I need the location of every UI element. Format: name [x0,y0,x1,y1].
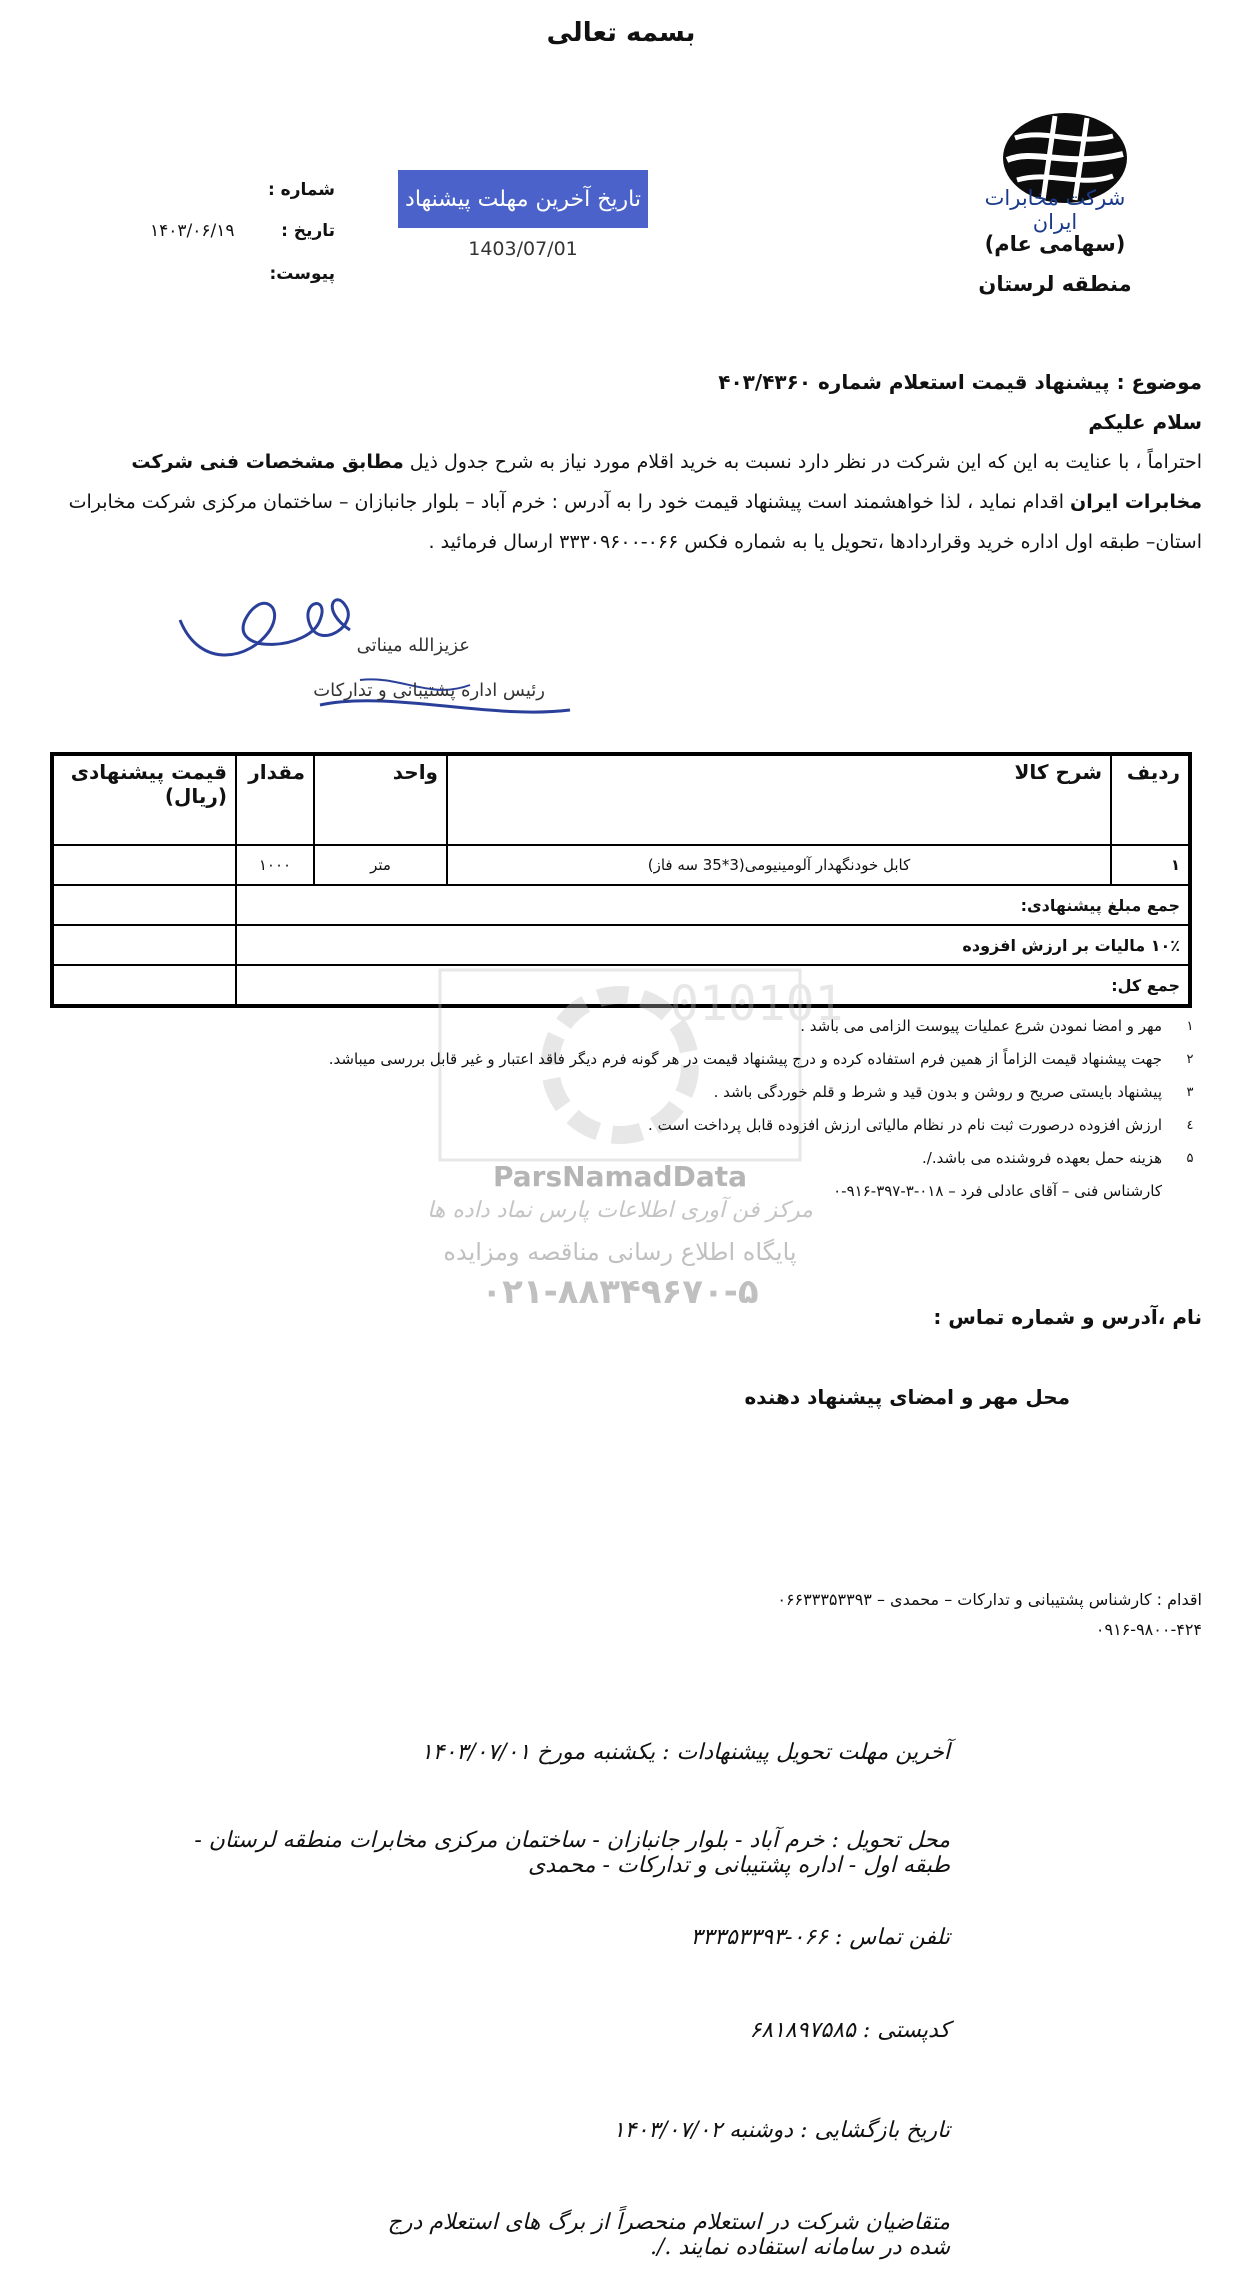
handwritten-opening-date: تاریخ بازگشایی : دوشنبه ۱۴۰۳/۰۷/۰۲ [612,2118,950,2143]
watermark-phone: ۰۲۱-۸۸۳۴۹۶۷۰-۵ [481,1272,759,1312]
letter-number [150,180,335,200]
letter-paragraph-emphasis: مطابق مشخصات فنی شرکت مخابرات ایران [131,451,1202,513]
note-text: هزینه حمل بعهده فروشنده می باشد./. [922,1149,1162,1167]
notes-list [60,1010,1202,1208]
list-item [60,1010,1202,1043]
header-row-number: ردیف [1111,754,1190,845]
summary-label: ۱۰٪ مالیات بر ارزش افزوده [236,925,1190,965]
note-number: ۱ [1186,1019,1194,1034]
note-number: ۵ [1186,1151,1194,1166]
letter-date-label: تاریخ : [281,221,335,241]
letter-date-value: ۱۴۰۳/۰۶/۱۹ [150,221,235,241]
handwritten-postal-code: کدپستی : ۶۸۱۸۹۷۵۸۵ [749,2018,950,2043]
cell-unit: متر [314,845,447,885]
letter-subject: موضوع : پیشنهاد قیمت استعلام شماره ۴۰۳/۴۳۶۰ [718,370,1202,394]
cell-row-number: ۱ [1111,845,1190,885]
watermark-name: ParsNamadData [493,1160,747,1193]
company-region: منطقه لرستان [978,272,1132,296]
letter-paragraph-part1: احتراماً ، با عنایت به این که این شرکت در نظر دارد نسبت به خرید اقلام مورد نیاز به شرح جدول ذیل [403,451,1202,473]
summary-label: جمع مبلغ پیشنهادی: [236,885,1190,925]
summary-value [52,885,236,925]
note-number: ۳ [1186,1085,1194,1100]
handwritten-footer-note: متقاضیان شرکت در استعلام منحصراً از برگ های استعلام درج شده در سامانه استفاده نمایند ./. [387,2210,950,2260]
note-text: ارزش افزوده درصورت ثبت نام در نظام مالیاتی ارزش افزوده قابل پرداخت است . [648,1116,1162,1134]
handwritten-deadline: آخرین مهلت تحویل پیشنهادات : یکشنبه مورخ ۱۴۰۳/۰۷/۰۱ [420,1740,950,1765]
letter-date [150,221,335,241]
letter-number-label: شماره : [267,180,335,200]
action-officer [60,1585,1202,1645]
list-item [60,1142,1202,1175]
watermark-line: مرکز فن آوری اطلاعات پارس نماد داده ها [427,1198,813,1223]
header-unit: واحد [314,754,447,845]
company-share-type: (سهامی عام) [984,232,1126,256]
watermark-line: پایگاه اطلاع رسانی مناقصه ومزایده [443,1238,797,1266]
list-item [60,1175,1202,1208]
summary-value [52,965,236,1006]
cell-price [52,845,236,885]
cell-description: کابل خودنگهدار آلومینیومی(3*35 سه فاز) [447,845,1111,885]
action-phone: ۰۹۱۶-۹۸۰۰-۴۲۴ [1095,1620,1202,1639]
letter-paragraph [60,442,1202,562]
company-name: شرکت مخابرات ایران [984,186,1126,234]
signer-name: عزیزالله میناتی [356,635,470,656]
note-text: مهر و امضا نمودن شرع عملیات پیوست الزامی می باشد . [800,1017,1162,1035]
handwritten-phone: تلفن تماس : ۰۶۶-۳۳۳۵۳۳۹۳ [690,1925,950,1950]
letter-paragraph-part2: اقدام نماید ، لذا خواهشمند است پیشنهاد قیمت خود را به آدرس : خرم آباد – بلوار جانبازان – ساختمان مرکزی شرکت مخابرات استان– طبقه اول اداره خرید وقراردادها ،تحویل یا به شماره فکس ۰۶۶-۳۳۳۰۹۶۰۰ ارسال فرمائید . [68,491,1202,553]
list-item [60,1076,1202,1109]
note-text: کارشناس فنی – آقای عادلی فرد – ۰۱۸-۳-۳۹۷-۹۱۶-۰ [833,1182,1162,1200]
action-line: اقدام : کارشناس پشتیبانی و تدارکات – محمدی – ۰۶۶۳۳۳۵۳۳۹۳ [777,1590,1202,1609]
contact-label: نام ،آدرس و شماره تماس : [933,1305,1202,1329]
note-number: ۲ [1186,1052,1194,1067]
header-quantity: مقدار [236,754,314,845]
svg-text:010101: 010101 [670,976,844,1032]
summary-value [52,925,236,965]
table-row [52,845,1190,885]
cell-quantity: ۱۰۰۰ [236,845,314,885]
summary-label: جمع کل: [236,965,1190,1006]
letter-attachment-label: پیوست: [269,264,335,284]
letter-greeting: سلام علیکم [1088,410,1202,434]
note-text: پیشنهاد بایستی صریح و روشن و بدون قید و شرط و قلم خوردگی باشد . [713,1083,1162,1101]
header-description: شرح کالا [447,754,1111,845]
note-text: جهت پیشنهاد قیمت الزاماً از همین فرم استفاده کرده و درج پیشنهاد قیمت در هر گونه فرم دیگر فاقد اعتبار و غیر قابل بررسی میباشد. [328,1050,1162,1068]
stamp-signature-label: محل مهر و امضای پیشنهاد دهنده [744,1385,1070,1409]
header-price: قیمت پیشنهادی (ریال) [52,754,236,845]
list-item [60,1043,1202,1076]
document-heading: بسمه تعالی [546,18,696,48]
deadline-banner: تاریخ آخرین مهلت پیشنهاد [398,170,648,228]
table-header-row [52,754,1190,845]
letter-attachment [150,264,335,284]
deadline-date: 1403/07/01 [468,238,578,260]
summary-row-vat [52,925,1190,965]
note-number: ٤ [1186,1118,1194,1133]
handwritten-delivery-location: محل تحویل : خرم آباد - بلوار جانبازان - ساختمان مرکزی مخابرات منطقه لرستان - طبقه اول - اداره پشتیبانی و تدارکات - محمدی [194,1828,950,1878]
summary-row-total [52,885,1190,925]
signer-title: رئیس اداره پشتیبانی و تدارکات [313,680,545,701]
list-item [60,1109,1202,1142]
